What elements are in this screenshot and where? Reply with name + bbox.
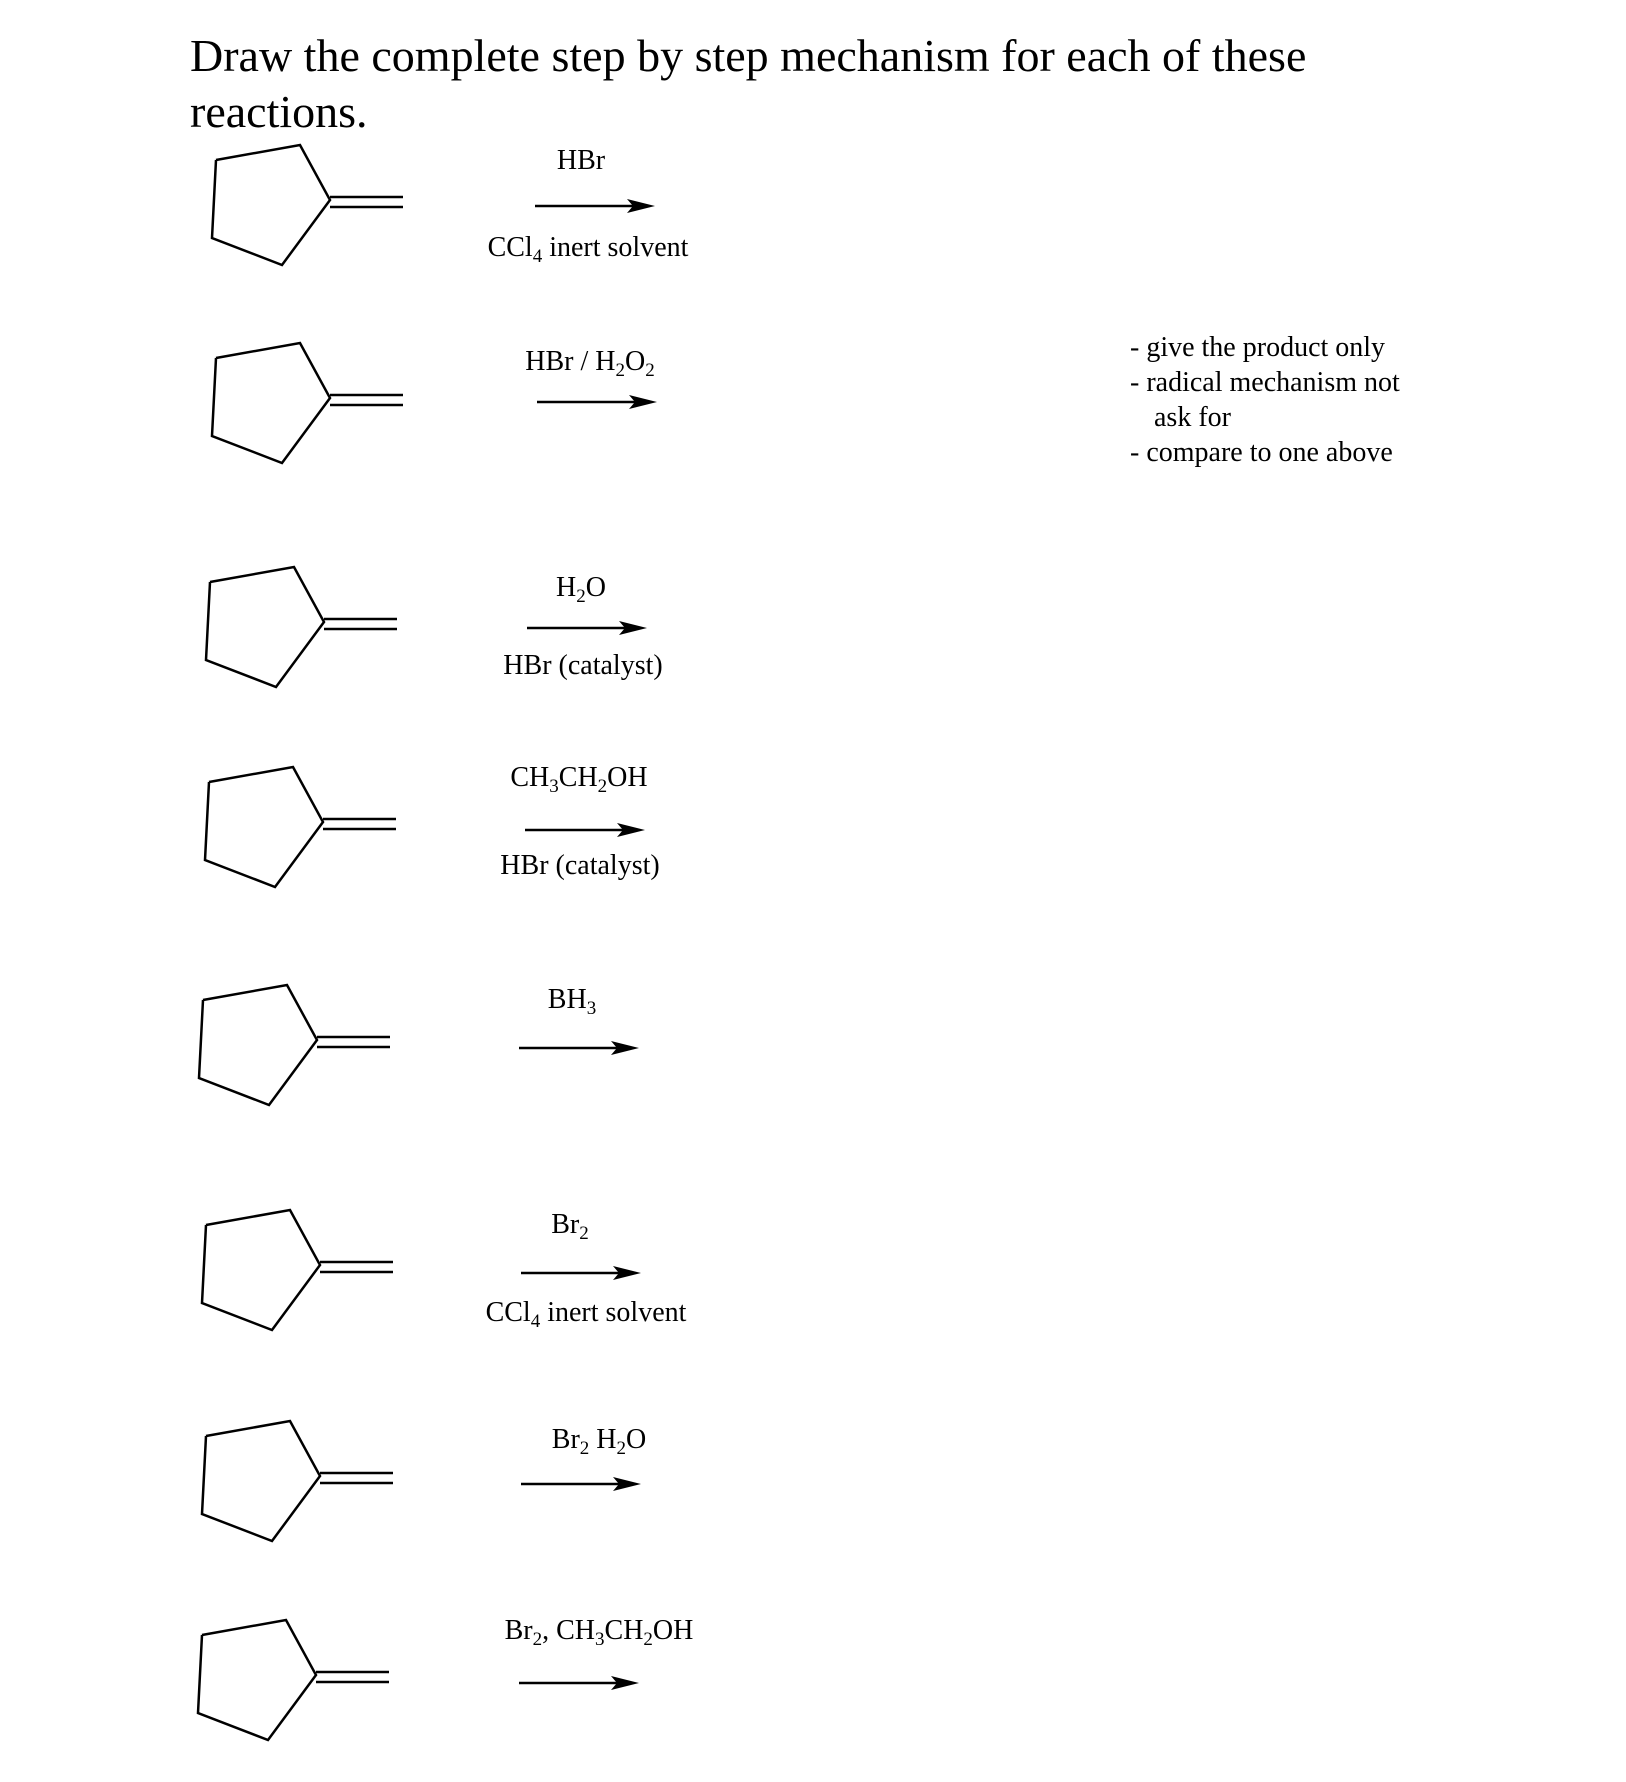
methylenecyclopentane-structure xyxy=(193,762,423,902)
side-note xyxy=(1130,330,1400,470)
reagent-above: HBr xyxy=(556,145,606,176)
note-line-2: - radical mechanism not xyxy=(1130,367,1400,398)
methylenecyclopentane-structure xyxy=(200,140,430,280)
methylenecyclopentane-structure xyxy=(200,338,430,478)
note-line-3: ask for xyxy=(1154,402,1231,433)
reagent-above: HBr / $H_2O_2$ xyxy=(525,346,655,381)
reaction-arrow xyxy=(525,822,645,838)
reagent-above: $CH_3CH_2OH$ xyxy=(510,762,648,797)
note-line-4: - compare to one above xyxy=(1130,437,1393,468)
methylenecyclopentane-structure xyxy=(190,1416,420,1556)
reaction-arrow xyxy=(519,1040,639,1056)
reagent-below: HBr (catalyst) xyxy=(500,850,660,881)
methylenecyclopentane-structure xyxy=(190,1205,420,1345)
reagent-above: $Br_2$ xyxy=(551,1209,589,1244)
reaction-1 xyxy=(0,140,1626,290)
reagent-below: HBr (catalyst) xyxy=(503,650,663,681)
reaction-arrow xyxy=(521,1476,641,1492)
reagent-below: CCl$_4$ inert solvent xyxy=(487,232,689,267)
reaction-5 xyxy=(0,980,1626,1130)
instruction-text xyxy=(190,28,1440,140)
reaction-arrow xyxy=(527,620,647,636)
reagent-above: $H_2O$ xyxy=(556,572,606,607)
reaction-3 xyxy=(0,562,1626,712)
note-line-1: - give the product only xyxy=(1130,332,1386,363)
methylenecyclopentane-structure xyxy=(194,562,424,702)
reaction-arrow xyxy=(535,198,655,214)
reaction-arrow xyxy=(537,394,657,410)
instruction-line-1: Draw the complete step by step mechanism for each of these xyxy=(190,30,1307,81)
reagent-above: $Br_2$, $CH_3CH_2OH$ xyxy=(504,1615,694,1650)
instruction-line-2: reactions. xyxy=(190,86,368,137)
reagent-above: $Br_2$ $H_2O$ xyxy=(551,1424,647,1459)
reaction-arrow xyxy=(521,1265,641,1281)
reaction-7 xyxy=(0,1416,1626,1566)
reaction-8 xyxy=(0,1615,1626,1765)
reaction-6 xyxy=(0,1205,1626,1355)
reaction-4 xyxy=(0,762,1626,912)
reagent-above: $BH_3$ xyxy=(547,984,597,1019)
methylenecyclopentane-structure xyxy=(186,1615,416,1755)
methylenecyclopentane-structure xyxy=(187,980,417,1120)
reaction-arrow xyxy=(519,1675,639,1691)
reagent-below: CCl$_4$ inert solvent xyxy=(485,1297,687,1332)
